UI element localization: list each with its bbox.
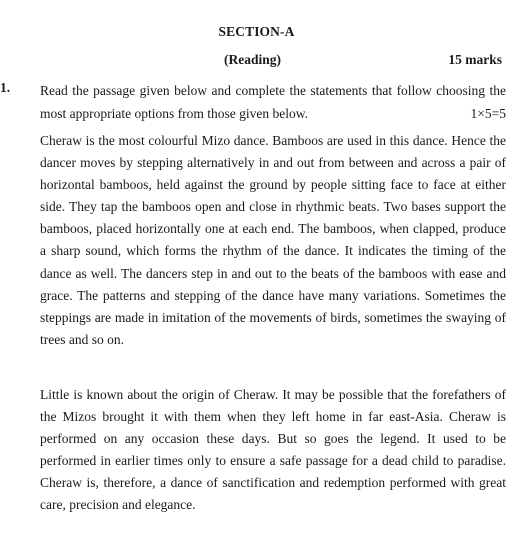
section-marks: 15 marks xyxy=(448,52,502,67)
section-subtitle: (Reading) xyxy=(224,52,281,67)
section-subheader xyxy=(0,52,513,70)
question-instruction: Read the passage given below and complete the statements that follow choosing the most appropriate options from those given below. xyxy=(40,83,506,121)
passage-paragraph-2: Little is known about the origin of Cheraw. It may be possible that the forefathers of the Mizos brought it with them when they left home in far east-Asia. Cheraw is performed on any occasion these days. But so goes the legend. It used to be performed in earlier times only to ensure a safe passage for a dead child to paradise. Cheraw is, therefore, a dance of sanctification and redemption performed with great care, precision and elegance. xyxy=(40,387,506,513)
question-score: 1×5=5 xyxy=(470,105,506,121)
section-title: SECTION-A xyxy=(218,24,295,39)
question-instruction-block xyxy=(40,80,506,125)
passage-paragraph-1: Cheraw is the most colourful Mizo dance. Bamboos are used in this dance. Hence the dancer moves by stepping alternatively in and out from between and across a pair of horizontal bamboos, held against the ground by people sitting face to face at either side. They tap the bamboos open and close in rhythmic beats. Two bases support the bamboos, placed horizontally one at each end. The bamboos, when clapped, produce a sharp sound, which forms the rhythm of the dance. It indicates the timing of the dance as well. The dancers step in and out to the beats of the bamboos with ease and grace. The patterns and stepping of the dance have many variations. Sometimes the steppings are made in imitation of the movements of birds, sometimes the swaying of trees and so on. xyxy=(40,133,506,347)
question-number: 1. xyxy=(0,80,11,95)
